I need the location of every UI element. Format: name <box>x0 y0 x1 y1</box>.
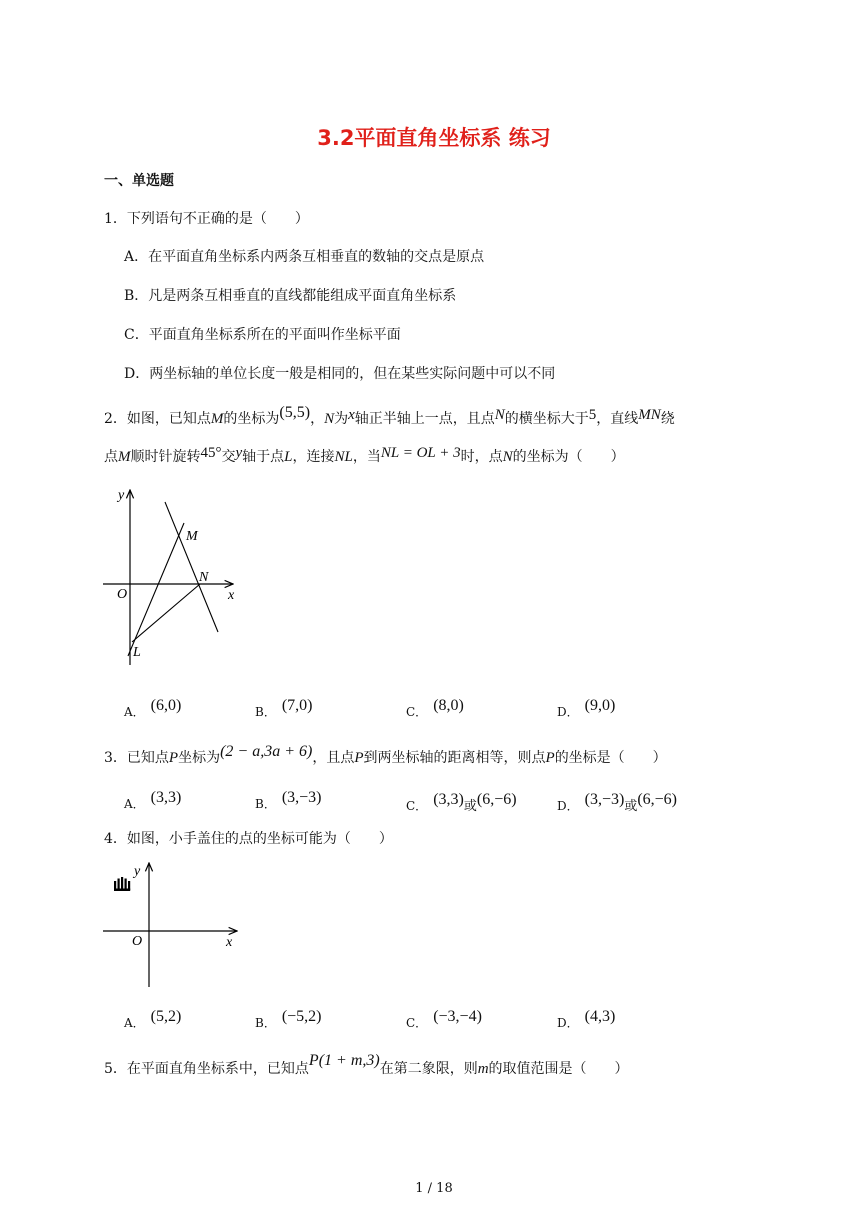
question-3-choice-d[interactable]: D． (3,−3)或(6,−6) <box>557 791 678 814</box>
origin-label: O <box>117 587 128 602</box>
page-title: 3.2平面直角坐标系 练习 <box>317 126 551 150</box>
question-4-choice-a[interactable]: A． (5,2) <box>124 1008 182 1030</box>
question-4-choice-c[interactable]: C． (−3,−4) <box>406 1008 482 1030</box>
question-1-option-c[interactable]: C．平面直角坐标系所在的平面叫作坐标平面 <box>124 327 401 343</box>
question-5-stem: 5．在平面直角坐标系中，已知点P(1 + m,3)在第二象限，则m的取值范围是（ ） <box>104 1052 629 1077</box>
question-3-choice-c[interactable]: C． (3,3)或(6,−6) <box>406 791 517 814</box>
x-axis-label: x <box>226 935 233 950</box>
x-axis-label: x <box>228 588 235 603</box>
y-axis-label: y <box>118 488 125 503</box>
point-n-label: N <box>199 570 209 585</box>
question-2-choice-a[interactable]: A． (6,0) <box>124 697 182 719</box>
question-1-stem: 1．下列语句不正确的是（ ） <box>104 211 309 227</box>
question-1-option-b[interactable]: B．凡是两条互相垂直的直线都能组成平面直角坐标系 <box>124 288 457 304</box>
question-3-choice-a[interactable]: A． (3,3) <box>124 789 182 811</box>
origin-label: O <box>132 934 143 949</box>
question-2-choice-d[interactable]: D． (9,0) <box>557 697 616 719</box>
y-axis-label: y <box>134 864 141 879</box>
page-number: 1 / 18 <box>415 1181 453 1196</box>
hand-icon <box>114 877 130 891</box>
question-2-stem-line-1: 2．如图，已知点M的坐标为(5,5)，N为x轴正半轴上一点，且点N的横坐标大于5，直线MN绕 <box>104 404 675 427</box>
point-l-label: L <box>133 645 141 660</box>
question-4-choice-b[interactable]: B． (−5,2) <box>255 1008 322 1030</box>
question-2-choice-c[interactable]: C． (8,0) <box>406 697 464 719</box>
question-1-option-d[interactable]: D．两坐标轴的单位长度一般是相同的，但在某些实际问题中可以不同 <box>124 366 556 382</box>
question-2-choice-b[interactable]: B． (7,0) <box>255 697 313 719</box>
line-ml <box>128 523 184 656</box>
question-2-figure <box>95 480 245 670</box>
section-heading: 一、单选题 <box>104 173 174 189</box>
question-1-option-a[interactable]: A．在平面直角坐标系内两条互相垂直的数轴的交点是原点 <box>124 249 485 265</box>
line-mn <box>165 502 218 632</box>
point-m-label: M <box>186 529 198 544</box>
question-4-figure <box>95 855 245 990</box>
question-2-stem-line-2: 点M顺时针旋转45°交y轴于点L，连接NL，当NL = OL + 3时，点N的坐标为（ ） <box>104 445 625 465</box>
question-4-choice-d[interactable]: D． (4,3) <box>557 1008 616 1030</box>
question-4-stem: 4．如图，小手盖住的点的坐标可能为（ ） <box>104 831 393 847</box>
question-3-stem: 3．已知点P坐标为(2 − a,3a + 6)，且点P到两坐标轴的距离相等，则点P的坐标是（ ） <box>104 743 667 766</box>
question-3-choice-b[interactable]: B． (3,−3) <box>255 789 322 811</box>
line-nl <box>132 584 200 642</box>
